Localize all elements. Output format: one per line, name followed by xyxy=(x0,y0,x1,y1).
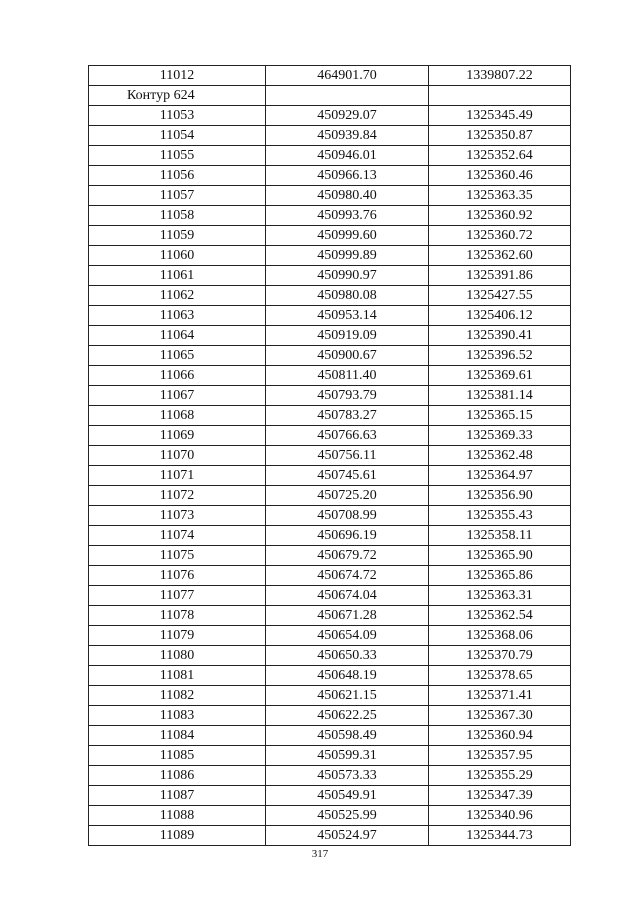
y-coordinate-cell: 1325357.95 xyxy=(429,746,571,766)
table-row xyxy=(89,766,571,786)
table-row xyxy=(89,206,571,226)
y-coordinate-cell: 1325358.11 xyxy=(429,526,571,546)
point-number-cell: 11088 xyxy=(89,806,266,826)
x-coordinate-cell: 450929.07 xyxy=(266,106,429,126)
x-coordinate-cell: 450725.20 xyxy=(266,486,429,506)
point-number-cell: 11056 xyxy=(89,166,266,186)
y-coordinate-cell: 1325370.79 xyxy=(429,646,571,666)
point-number-cell: 11061 xyxy=(89,266,266,286)
table-row xyxy=(89,266,571,286)
y-coordinate-cell: 1325360.72 xyxy=(429,226,571,246)
y-coordinate-cell: 1325362.48 xyxy=(429,446,571,466)
point-number-cell: 11086 xyxy=(89,766,266,786)
x-coordinate-cell: 450598.49 xyxy=(266,726,429,746)
y-coordinate-cell: 1325390.41 xyxy=(429,326,571,346)
x-coordinate-cell: 450708.99 xyxy=(266,506,429,526)
x-coordinate-cell: 450946.01 xyxy=(266,146,429,166)
table-row xyxy=(89,446,571,466)
empty-cell xyxy=(266,86,429,106)
x-coordinate-cell: 450599.31 xyxy=(266,746,429,766)
x-coordinate-cell: 450525.99 xyxy=(266,806,429,826)
y-coordinate-cell: 1325365.90 xyxy=(429,546,571,566)
table-row xyxy=(89,706,571,726)
page-number: 317 xyxy=(311,848,329,860)
x-coordinate-cell: 450990.97 xyxy=(266,266,429,286)
table-row xyxy=(89,746,571,766)
table-row xyxy=(89,306,571,326)
table-row xyxy=(89,106,571,126)
table-row xyxy=(89,786,571,806)
x-coordinate-cell: 450919.09 xyxy=(266,326,429,346)
point-number-cell: 11074 xyxy=(89,526,266,546)
table-row xyxy=(89,666,571,686)
point-number-cell: 11089 xyxy=(89,826,266,846)
point-number-cell: 11080 xyxy=(89,646,266,666)
y-coordinate-cell: 1325381.14 xyxy=(429,386,571,406)
table-row xyxy=(89,186,571,206)
x-coordinate-cell: 450953.14 xyxy=(266,306,429,326)
table-row xyxy=(89,426,571,446)
y-coordinate-cell: 1325340.96 xyxy=(429,806,571,826)
y-coordinate-cell: 1325427.55 xyxy=(429,286,571,306)
x-coordinate-cell: 450980.40 xyxy=(266,186,429,206)
y-coordinate-cell: 1325362.60 xyxy=(429,246,571,266)
x-coordinate-cell: 450793.79 xyxy=(266,386,429,406)
y-coordinate-cell: 1325362.54 xyxy=(429,606,571,626)
x-coordinate-cell: 450648.19 xyxy=(266,666,429,686)
point-number-cell: 11054 xyxy=(89,126,266,146)
point-number-cell: 11085 xyxy=(89,746,266,766)
x-coordinate-cell: 450993.76 xyxy=(266,206,429,226)
y-coordinate-cell: 1325345.49 xyxy=(429,106,571,126)
x-coordinate-cell: 450621.15 xyxy=(266,686,429,706)
y-coordinate-cell: 1325363.35 xyxy=(429,186,571,206)
x-coordinate-cell: 450679.72 xyxy=(266,546,429,566)
point-number-cell: 11069 xyxy=(89,426,266,446)
point-number-cell: 11067 xyxy=(89,386,266,406)
y-coordinate-cell: 1325344.73 xyxy=(429,826,571,846)
x-coordinate-cell: 450766.63 xyxy=(266,426,429,446)
y-coordinate-cell: 1325369.61 xyxy=(429,366,571,386)
x-coordinate-cell: 450650.33 xyxy=(266,646,429,666)
point-number-cell: 11063 xyxy=(89,306,266,326)
table-row xyxy=(89,546,571,566)
table-row xyxy=(89,486,571,506)
y-coordinate-cell: 1325365.86 xyxy=(429,566,571,586)
point-number-cell: 11060 xyxy=(89,246,266,266)
point-number-cell: 11084 xyxy=(89,726,266,746)
x-coordinate-cell: 450696.19 xyxy=(266,526,429,546)
table-row xyxy=(89,126,571,146)
table-row xyxy=(89,226,571,246)
y-coordinate-cell: 1325360.94 xyxy=(429,726,571,746)
y-coordinate-cell: 1325391.86 xyxy=(429,266,571,286)
x-coordinate-cell: 450674.04 xyxy=(266,586,429,606)
coordinates-table-body xyxy=(89,66,571,846)
x-coordinate-cell: 450549.91 xyxy=(266,786,429,806)
table-row xyxy=(89,506,571,526)
y-coordinate-cell: 1325396.52 xyxy=(429,346,571,366)
coordinates-table xyxy=(88,65,571,846)
point-number-cell: 11081 xyxy=(89,666,266,686)
x-coordinate-cell: 450783.27 xyxy=(266,406,429,426)
point-number-cell: 11064 xyxy=(89,326,266,346)
x-coordinate-cell: 450999.89 xyxy=(266,246,429,266)
y-coordinate-cell: 1325378.65 xyxy=(429,666,571,686)
point-number-cell: 11066 xyxy=(89,366,266,386)
table-row xyxy=(89,366,571,386)
y-coordinate-cell: 1325368.06 xyxy=(429,626,571,646)
x-coordinate-cell: 450756.11 xyxy=(266,446,429,466)
point-number-cell: 11065 xyxy=(89,346,266,366)
y-coordinate-cell: 1325371.41 xyxy=(429,686,571,706)
point-number-cell: 11062 xyxy=(89,286,266,306)
point-number-cell: 11071 xyxy=(89,466,266,486)
point-number-cell: 11012 xyxy=(89,66,266,86)
point-number-cell: 11072 xyxy=(89,486,266,506)
x-coordinate-cell: 464901.70 xyxy=(266,66,429,86)
y-coordinate-cell: 1325406.12 xyxy=(429,306,571,326)
point-number-cell: 11059 xyxy=(89,226,266,246)
table-row xyxy=(89,166,571,186)
table-row xyxy=(89,826,571,846)
y-coordinate-cell: 1325363.31 xyxy=(429,586,571,606)
point-number-cell: 11075 xyxy=(89,546,266,566)
contour-header-row xyxy=(89,86,571,106)
table-row xyxy=(89,66,571,86)
table-row xyxy=(89,646,571,666)
y-coordinate-cell: 1325355.43 xyxy=(429,506,571,526)
point-number-cell: 11058 xyxy=(89,206,266,226)
y-coordinate-cell: 1325347.39 xyxy=(429,786,571,806)
y-coordinate-cell: 1325350.87 xyxy=(429,126,571,146)
point-number-cell: 11079 xyxy=(89,626,266,646)
y-coordinate-cell: 1325356.90 xyxy=(429,486,571,506)
empty-cell xyxy=(429,86,571,106)
y-coordinate-cell: 1325355.29 xyxy=(429,766,571,786)
point-number-cell: 11076 xyxy=(89,566,266,586)
y-coordinate-cell: 1325365.15 xyxy=(429,406,571,426)
x-coordinate-cell: 450980.08 xyxy=(266,286,429,306)
table-row xyxy=(89,146,571,166)
table-row xyxy=(89,566,571,586)
table-row xyxy=(89,526,571,546)
contour-label: Контур 624 xyxy=(89,86,266,106)
table-row xyxy=(89,806,571,826)
table-row xyxy=(89,686,571,706)
y-coordinate-cell: 1325360.46 xyxy=(429,166,571,186)
point-number-cell: 11068 xyxy=(89,406,266,426)
y-coordinate-cell: 1325367.30 xyxy=(429,706,571,726)
table-row xyxy=(89,406,571,426)
x-coordinate-cell: 450745.61 xyxy=(266,466,429,486)
point-number-cell: 11087 xyxy=(89,786,266,806)
point-number-cell: 11070 xyxy=(89,446,266,466)
x-coordinate-cell: 450900.67 xyxy=(266,346,429,366)
table-row xyxy=(89,726,571,746)
x-coordinate-cell: 450811.40 xyxy=(266,366,429,386)
table-row xyxy=(89,386,571,406)
x-coordinate-cell: 450674.72 xyxy=(266,566,429,586)
y-coordinate-cell: 1339807.22 xyxy=(429,66,571,86)
x-coordinate-cell: 450524.97 xyxy=(266,826,429,846)
y-coordinate-cell: 1325352.64 xyxy=(429,146,571,166)
table-row xyxy=(89,466,571,486)
table-row xyxy=(89,286,571,306)
point-number-cell: 11077 xyxy=(89,586,266,606)
point-number-cell: 11057 xyxy=(89,186,266,206)
table-row xyxy=(89,626,571,646)
y-coordinate-cell: 1325364.97 xyxy=(429,466,571,486)
x-coordinate-cell: 450939.84 xyxy=(266,126,429,146)
y-coordinate-cell: 1325360.92 xyxy=(429,206,571,226)
point-number-cell: 11082 xyxy=(89,686,266,706)
point-number-cell: 11055 xyxy=(89,146,266,166)
point-number-cell: 11053 xyxy=(89,106,266,126)
table-row xyxy=(89,246,571,266)
table-row xyxy=(89,326,571,346)
x-coordinate-cell: 450671.28 xyxy=(266,606,429,626)
point-number-cell: 11078 xyxy=(89,606,266,626)
x-coordinate-cell: 450573.33 xyxy=(266,766,429,786)
table-row xyxy=(89,606,571,626)
table-row xyxy=(89,586,571,606)
point-number-cell: 11073 xyxy=(89,506,266,526)
x-coordinate-cell: 450966.13 xyxy=(266,166,429,186)
table-row xyxy=(89,346,571,366)
y-coordinate-cell: 1325369.33 xyxy=(429,426,571,446)
x-coordinate-cell: 450622.25 xyxy=(266,706,429,726)
point-number-cell: 11083 xyxy=(89,706,266,726)
x-coordinate-cell: 450654.09 xyxy=(266,626,429,646)
x-coordinate-cell: 450999.60 xyxy=(266,226,429,246)
